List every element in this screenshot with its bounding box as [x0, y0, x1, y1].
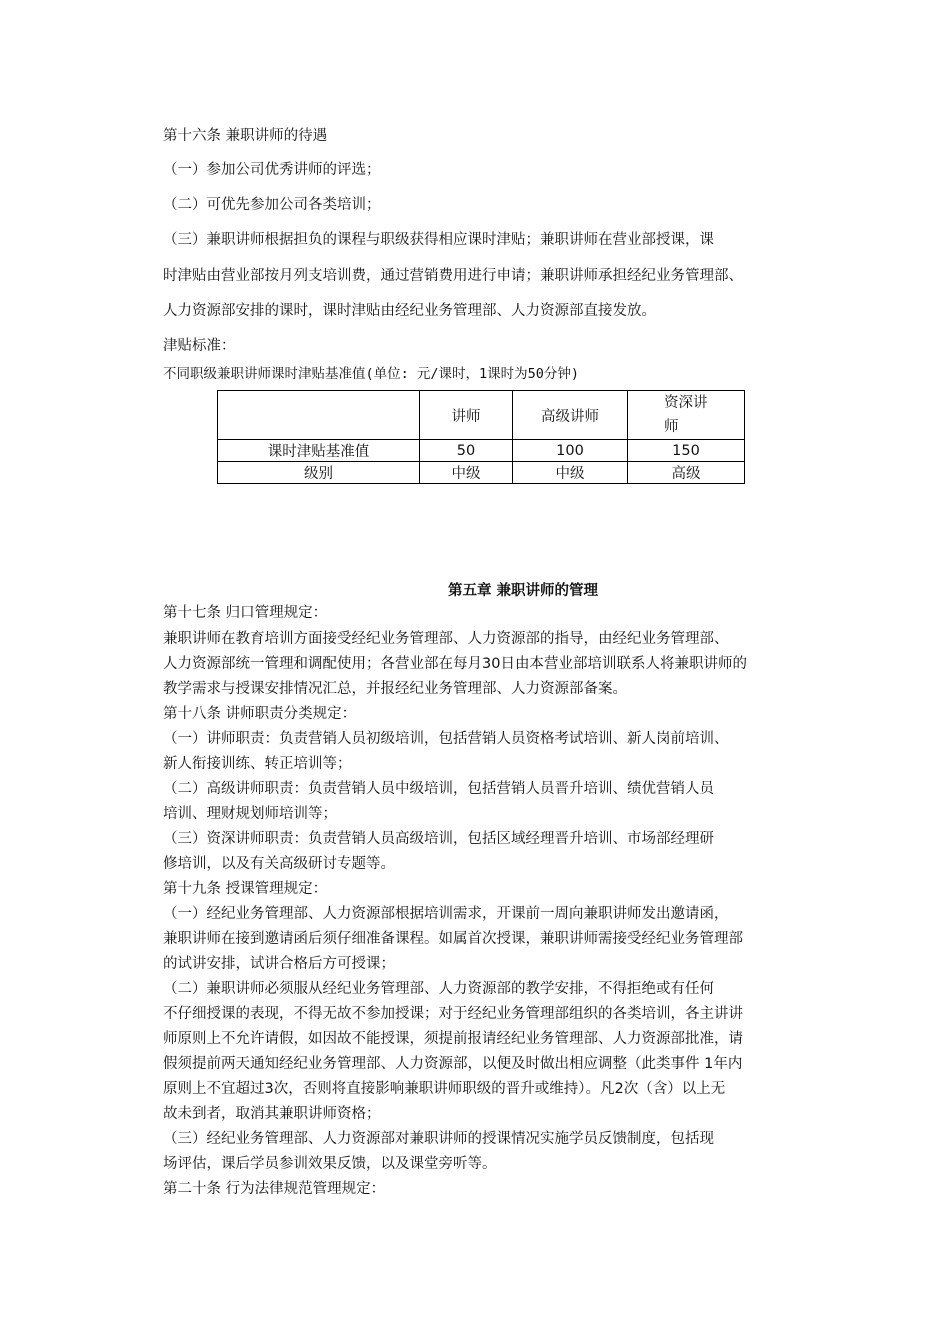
chapter-5-title: 第五章 兼职讲师的管理 [448, 583, 599, 599]
paragraph-line: 原则上不宜超过3次，否则将直接影响兼职讲师职级的晋升或维持）。凡2次（含）以上无 [163, 1081, 726, 1097]
paragraph-line: 新人衔接训练、转正培训等； [163, 756, 352, 772]
paragraph-line: 的试讲安排，试讲合格后方可授课； [163, 956, 395, 972]
paragraph-line: 师原则上不允许请假，如因故不能授课，须提前报请经纪业务管理部、人力资源部批准，请 [163, 1031, 743, 1047]
article-17-heading: 第十七条 归口管理规定： [163, 605, 328, 621]
cell-level-lecturer: 中级 [420, 462, 513, 484]
paragraph-line: 场评估，课后学员参训效果反馈，以及课堂旁听等。 [163, 1156, 497, 1172]
paragraph-line: 故未到者，取消其兼职讲师资格； [163, 1106, 381, 1122]
paragraph-line: （一）经纪业务管理部、人力资源部根据培训需求，开课前一周向兼职讲师发出邀请函， [163, 906, 729, 922]
allowance-standard-label: 津贴标准： [163, 338, 236, 354]
table-header-row [218, 391, 745, 440]
row-label-level: 级别 [218, 462, 420, 484]
allowance-table [217, 390, 745, 484]
article-16-item-3-line-3: 人力资源部安排的课时，课时津贴由经纪业务管理部、人力资源部直接发放。 [163, 303, 656, 319]
cell-level-senior: 中级 [513, 462, 628, 484]
table-row [218, 440, 745, 462]
article-16-item-1: （一）参加公司优秀讲师的评选； [163, 162, 381, 178]
article-18-heading: 第十八条 讲师职责分类规定： [163, 706, 357, 722]
article-16-heading: 第十六条 兼职讲师的待遇 [163, 128, 328, 144]
paragraph-line: 修培训，以及有关高级研讨专题等。 [163, 856, 395, 872]
header-principal-text: 资深讲师 [664, 395, 708, 435]
article-20-heading: 第二十条 行为法律规范管理规定： [163, 1181, 386, 1197]
paragraph-line: （二）高级讲师职责：负责营销人员中级培训，包括营销人员晋升培训、绩优营销人员 [163, 781, 714, 797]
paragraph-line: （一）讲师职责：负责营销人员初级培训，包括营销人员资格考试培训、新人岗前培训、 [163, 731, 729, 747]
cell-allowance-senior: 100 [513, 440, 628, 462]
table-caption: 不同职级兼职讲师课时津贴基准值(单位: 元/课时，1课时为50分钟) [163, 366, 580, 382]
cell-allowance-lecturer: 50 [420, 440, 513, 462]
article-19-heading: 第十九条 授课管理规定： [163, 881, 328, 897]
table-row [218, 462, 745, 484]
article-16-item-3-line-1: （三）兼职讲师根据担负的课程与职级获得相应课时津贴；兼职讲师在营业部授课，课 [163, 232, 714, 248]
paragraph-line: 不仔细授课的表现，不得无故不参加授课；对于经纪业务管理部组织的各类培训，各主讲讲 [163, 1006, 743, 1022]
paragraph-line: 兼职讲师在教育培训方面接受经纪业务管理部、人力资源部的指导，由经纪业务管理部、 [163, 631, 729, 647]
header-cell-lecturer: 讲师 [420, 391, 513, 440]
paragraph-line: 兼职讲师在接到邀请函后须仔细准备课程。如属首次授课，兼职讲师需接受经纪业务管理部 [163, 931, 743, 947]
cell-level-principal: 高级 [628, 462, 745, 484]
paragraph-line: 教学需求与授课安排情况汇总，并报经纪业务管理部、人力资源部备案。 [163, 681, 627, 697]
paragraph-line: 假须提前两天通知经纪业务管理部、人力资源部，以便及时做出相应调整（此类事件 1年内 [163, 1056, 743, 1072]
article-16-item-2: （二）可优先参加公司各类培训； [163, 197, 381, 213]
paragraph-line: 培训、理财规划师培训等； [163, 806, 337, 822]
header-cell-principal-lecturer [628, 391, 745, 440]
paragraph-line: （三）经纪业务管理部、人力资源部对兼职讲师的授课情况实施学员反馈制度，包括现 [163, 1131, 714, 1147]
paragraph-line: （二）兼职讲师必须服从经纪业务管理部、人力资源部的教学安排，不得拒绝或有任何 [163, 981, 714, 997]
header-cell-senior-lecturer: 高级讲师 [513, 391, 628, 440]
cell-allowance-principal: 150 [628, 440, 745, 462]
paragraph-line: （三）资深讲师职责：负责营销人员高级培训，包括区域经理晋升培训、市场部经理研 [163, 831, 714, 847]
row-label-allowance: 课时津贴基准值 [218, 440, 420, 462]
article-16-item-3-line-2: 时津贴由营业部按月列支培训费，通过营销费用进行申请；兼职讲师承担经纪业务管理部、 [163, 268, 743, 284]
header-cell-blank [218, 391, 420, 440]
paragraph-line: 人力资源部统一管理和调配使用；各营业部在每月30日由本营业部培训联系人将兼职讲师的 [163, 656, 747, 672]
